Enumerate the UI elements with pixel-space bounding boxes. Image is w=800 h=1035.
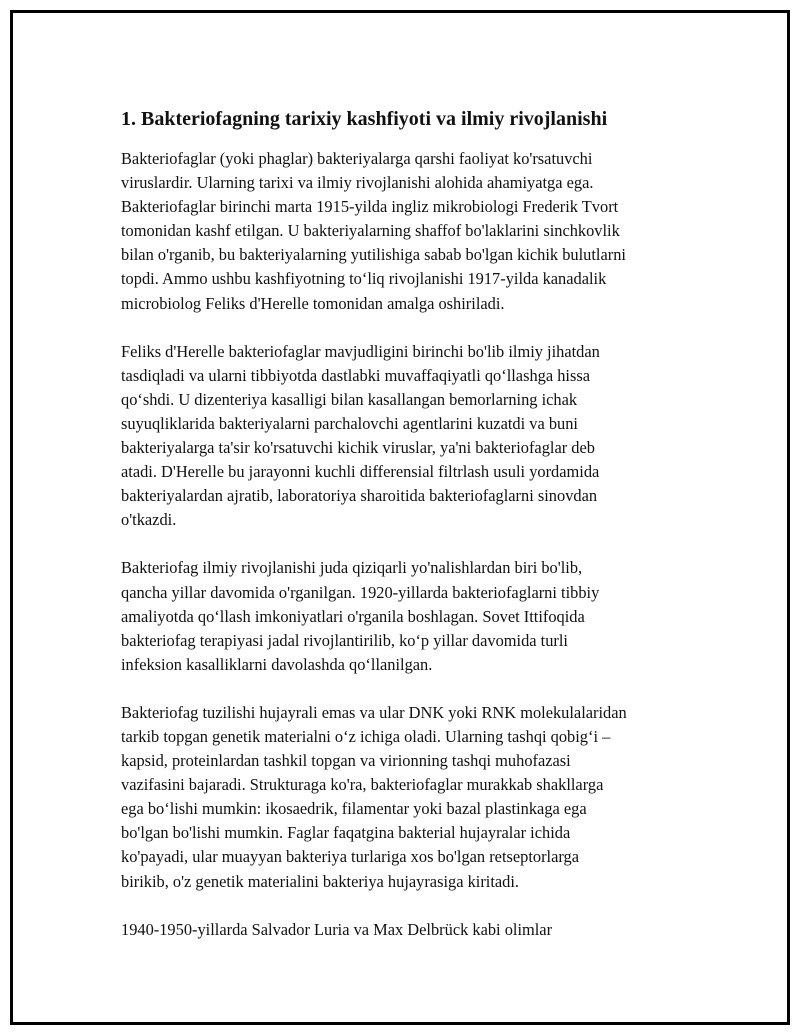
paragraph-line: tomonidan kashf etilgan. U bakteriyalarning shaffof bo'laklarini sinchkovlik xyxy=(121,221,620,241)
paragraph-line: suyuqliklarida bakteriyalarni parchalovchi agentlarini kuzatdi va buni xyxy=(121,413,578,433)
paragraph-line: Bakteriofaglar birinchi marta 1915-yilda ingliz mikrobiologi Frederik Tvort xyxy=(121,197,619,217)
paragraph xyxy=(121,556,711,676)
paragraph-line: bakteriyalardan ajratib, laboratoriya sharoitida bakteriofaglarni sinovdan xyxy=(121,486,598,506)
paragraph-line: tasdiqladi va ularni tibbiyotda dastlabki muvaffaqiyatli qo‘llashga hissa xyxy=(121,365,591,385)
paragraph-line: Feliks d'Herelle bakteriofaglar mavjudligini birinchi bo'lib ilmiy jihatdan xyxy=(121,341,600,361)
paragraph-line: topdi. Ammo ushbu kashfiyotning to‘liq rivojlanishi 1917-yilda kanadalik xyxy=(121,269,607,289)
paragraph-line: amaliyotda qo‘llash imkoniyatlari o'rganila boshlagan. Sovet Ittifoqida xyxy=(121,606,585,626)
paragraph-line: ko'payadi, ular muayyan bakteriya turlariga xos bo'lgan retseptorlarga xyxy=(121,847,580,867)
paragraphs xyxy=(121,147,711,942)
paragraph-line: microbiolog Feliks d'Herelle tomonidan amalga oshiriladi. xyxy=(121,293,505,313)
paragraph xyxy=(121,918,711,942)
document-body xyxy=(121,105,711,966)
paragraph-line: birikib, o'z genetik materialini bakteriya hujayrasiga kiritadi. xyxy=(121,871,520,891)
paragraph-line: bilan o'rganib, bu bakteriyalarning yutilishiga sabab bo'lgan kichik bulutlarni xyxy=(121,245,626,265)
paragraph-line: vazifasini bajaradi. Strukturaga ko'ra, bakteriofaglar murakkab shakllarga xyxy=(121,775,604,795)
paragraph-line: qancha yillar davomida o'rganilgan. 1920-yillarda bakteriofaglarni tibbiy xyxy=(121,582,600,602)
section-heading: 1. Bakteriofagning tarixiy kashfiyoti va ilmiy rivojlanishi xyxy=(121,108,608,130)
paragraph-line: Bakteriofaglar (yoki phaglar) bakteriyalarga qarshi faoliyat ko'rsatuvchi xyxy=(121,149,593,168)
paragraph-line: Bakteriofag ilmiy rivojlanishi juda qiziqarli yo'nalishlardan biri bo'lib, xyxy=(121,558,583,578)
paragraph-line: atadi. D'Herelle bu jarayonni kuchli differensial filtrlash usuli yordamida xyxy=(121,462,600,482)
paragraph-line: ega bo‘lishi mumkin: ikosaedrik, filamentar yoki bazal plastinkaga ega xyxy=(121,799,587,819)
paragraph-line: tarkib topgan genetik materialni o‘z ichiga oladi. Ularning tashqi qobig‘i – xyxy=(121,726,611,746)
paragraph-line: 1940-1950-yillarda Salvador Luria va Max Delbrück kabi olimlar xyxy=(121,919,553,939)
paragraph xyxy=(121,340,711,533)
page-frame xyxy=(10,10,790,1025)
paragraph-line: Bakteriofag tuzilishi hujayrali emas va ular DNK yoki RNK molekulalaridan xyxy=(121,702,627,722)
paragraph-line: qo‘shdi. U dizenteriya kasalligi bilan kasallangan bemorlarning ichak xyxy=(121,389,578,409)
paragraph-line: viruslardir. Ularning tarixi va ilmiy rivojlanishi alohida ahamiyatga ega. xyxy=(121,173,594,193)
paragraph-line: bakteriofag terapiyasi jadal rivojlantirilib, ko‘p yillar davomida turli xyxy=(121,630,568,650)
paragraph xyxy=(121,701,711,894)
paragraph-line: kapsid, proteinlardan tashkil topgan va virionning tashqi muhofazasi xyxy=(121,751,571,771)
paragraph-line: o'tkazdi. xyxy=(121,510,177,530)
paragraph-line: infeksion kasalliklarni davolashda qo‘llanilgan. xyxy=(121,654,433,674)
paragraph-line: bakteriyalarga ta'sir ko'rsatuvchi kichik viruslar, ya'ni bakteriofaglar deb xyxy=(121,438,595,458)
paragraph xyxy=(121,147,711,316)
paragraph-line: bo'lgan bo'lishi mumkin. Faglar faqatgina bakterial hujayralar ichida xyxy=(121,823,571,843)
